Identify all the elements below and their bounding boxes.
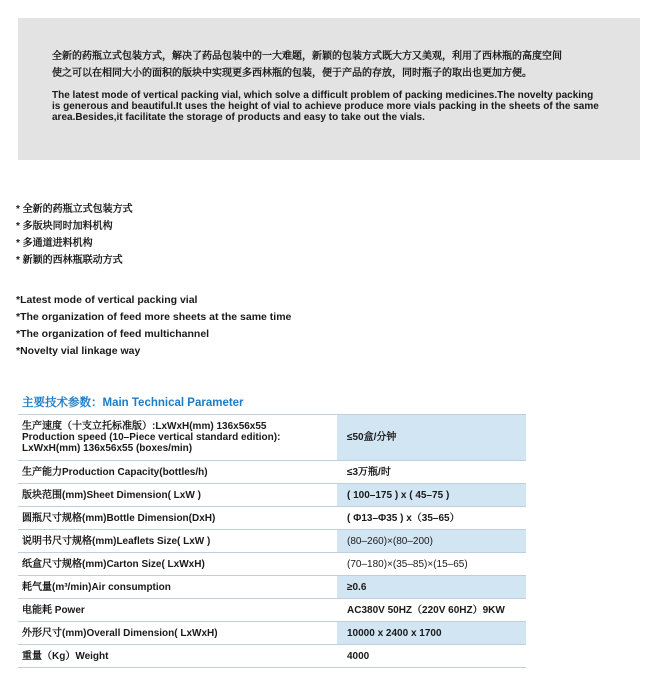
feature-list-english [16,292,291,360]
table-row [18,461,526,484]
intro-chinese-text [52,48,626,82]
param-value: ( 100–175 ) x ( 45–75 ) [337,484,526,507]
param-label: 耗气量(m³/min)Air consumption [18,576,337,599]
feature-list-chinese [16,201,133,269]
param-label: 圆瓶尺寸规格(mm)Bottle Dimension(DxH) [18,507,337,530]
param-value: ≤50盒/分钟 [337,415,526,461]
feature-item: *Novelty vial linkage way [16,345,141,357]
table-row [18,507,526,530]
param-label: 外形尺寸(mm)Overall Dimension( LxWxH) [18,622,337,645]
param-label-line: 生产速度（十支立托标准版）:LxWxH(mm) 136x56x55 [22,421,267,432]
parameter-table-title: 主要技术参数：Main Technical Parameter [22,397,244,409]
param-value: (80–260)×(80–200) [337,530,526,553]
table-row [18,553,526,576]
table-row [18,576,526,599]
intro-english-text [52,90,626,123]
param-value: 4000 [337,645,526,668]
param-label: 版块范围(mm)Sheet Dimension( LxW ) [18,484,337,507]
table-row [18,484,526,507]
table-row [18,530,526,553]
table-row [18,622,526,645]
intro-en-line: The latest mode of vertical packing vial, which solve a difficult problem of packing medicines.The novelty packing [52,90,594,101]
intro-cn-line: 使之可以在相同大小的面积的版块中实现更多西林瓶的包装，便于产品的存放，同时瓶子的取出也更加方便。 [52,68,532,79]
param-label: 纸盒尺寸规格(mm)Carton Size( LxWxH) [18,553,337,576]
table-row [18,645,526,668]
feature-item: *Latest mode of vertical packing vial [16,294,198,306]
param-label: 电能耗 Power [18,599,337,622]
param-label: 说明书尺寸规格(mm)Leaflets Size( LxW ) [18,530,337,553]
intro-en-line: is generous and beautiful.It uses the height of vial to achieve produce more vials packing in the sheets of the same [52,101,599,112]
param-value: AC380V 50HZ（220V 60HZ）9KW [337,599,526,622]
feature-item: * 多版块同时加料机构 [16,221,113,232]
param-value: (70–180)×(35–85)×(15–65) [337,553,526,576]
param-label-line: LxWxH(mm) 136x56x55 (boxes/min) [22,443,193,454]
param-value: ( Φ13–Φ35 ) x（35–65） [337,507,526,530]
param-value: 10000 x 2400 x 1700 [337,622,526,645]
param-label: 重量（Kg）Weight [18,645,337,668]
feature-item: * 全新的药瓶立式包装方式 [16,204,133,215]
feature-item: *The organization of feed multichannel [16,328,210,340]
feature-item: * 新颖的西林瓶联动方式 [16,255,123,266]
param-value: ≥0.6 [337,576,526,599]
param-label [18,415,337,461]
intro-panel [18,18,640,160]
feature-item: * 多通道进料机构 [16,238,93,249]
param-label-line: Production speed (10–Piece vertical standard edition): [22,432,281,443]
param-label: 生产能力Production Capacity(bottles/h) [18,461,337,484]
param-value: ≤3万瓶/时 [337,461,526,484]
feature-item: *The organization of feed more sheets at the same time [16,311,292,323]
intro-en-line: area.Besides,it facilitate the storage of products and easy to take out the vials. [52,112,425,123]
intro-cn-line: 全新的药瓶立式包装方式，解决了药品包装中的一大难题，新颖的包装方式既大方又美观，利用了西林瓶的高度空间 [52,51,562,62]
table-row [18,599,526,622]
parameter-table [18,414,526,668]
table-row [18,415,526,461]
